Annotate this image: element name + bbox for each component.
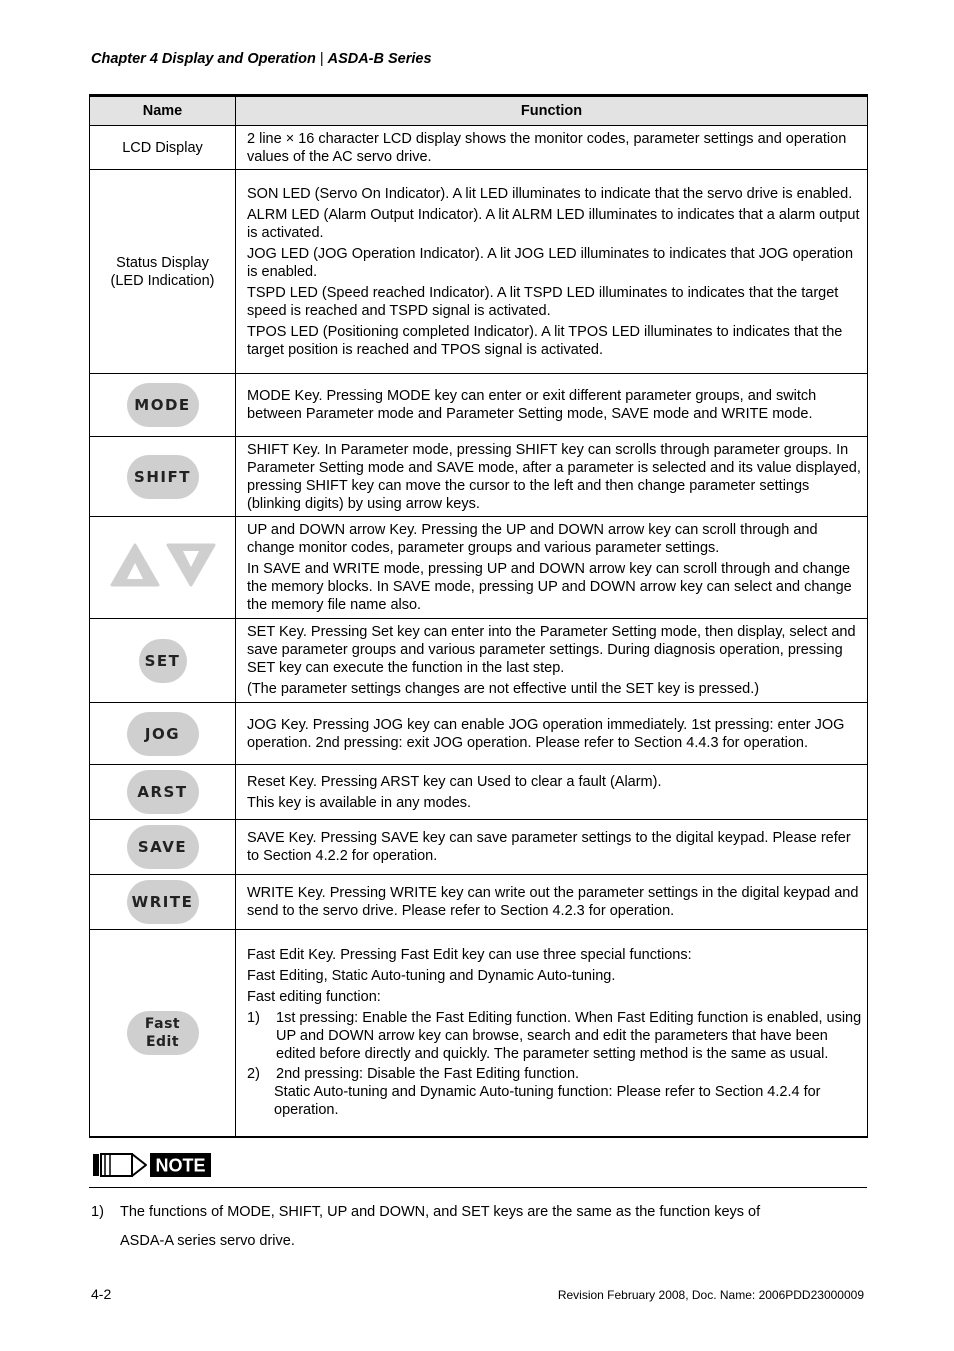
son-led-description: SON LED (Servo On Indicator). A lit LED illuminates to indicate that the servo drive is enabled. [247,185,853,202]
page-header [91,51,432,67]
fastedit-list [247,1009,864,1083]
row-func-mode [236,374,868,437]
table-row [90,517,868,619]
write-key-icon: WRITE [127,880,199,924]
table-row [90,126,868,170]
row-name-arst [90,765,236,820]
note-divider [89,1187,867,1188]
table-row [90,374,868,437]
name-column-header: Name [90,96,236,126]
tspd-led-description: TSPD LED (Speed reached Indicator). A lit TSPD LED illuminates to indicates that the target speed is reached and TSPD signal is activated. [247,284,839,319]
arst-description-1: Reset Key. Pressing ARST key can Used to clear a fault (Alarm). [247,773,662,790]
table-row [90,930,868,1137]
list-item [247,1009,864,1063]
row-func-status [236,170,868,374]
status-name-line1: Status Display [116,254,209,271]
table-header-row [90,96,868,126]
set-description-2: (The parameter settings changes are not effective until the SET key is pressed.) [247,681,760,697]
fastedit-description-1: Fast Edit Key. Pressing Fast Edit key can use three special functions: [247,947,692,964]
mode-description: MODE Key. Pressing MODE key can enter or exit different parameter groups, and switch between Parameter mode and Parameter Setting mode, SAVE mode and WRITE mode. [247,388,817,422]
row-name-updown [90,517,236,619]
lcd-description: 2 line × 16 character LCD display shows the monitor codes, parameter settings and operation values of the AC servo drive. [247,130,847,165]
shift-description: SHIFT Key. In Parameter mode, pressing SHIFT key can scrolls through parameter groups. In Parameter Setting mode and SAVE mode, after a parameter is selected and its value displayed, pressing SHIFT key can move the cursor to the left and then change parameter settings (blinking digits) by using arrow keys. [247,441,861,512]
table-row [90,619,868,703]
row-name-save [90,820,236,875]
fastedit-description-4: Static Auto-tuning and Dynamic Auto-tuning function: Please refer to Section 4.2.4 for operation. [274,1084,821,1119]
note-item [91,1198,861,1227]
key-function-table [89,94,868,1138]
set-description-1: SET Key. Pressing Set key can enter into the Parameter Setting mode, then display, select and save parameter groups and various parameter settings. During diagnosis operation, pressing SET key can execute the function in the last step. [247,624,856,676]
row-name-fastedit [90,930,236,1137]
note-label: NOTE [155,1155,206,1176]
write-description: WRITE Key. Pressing WRITE key can write out the parameter settings in the digital keypad and send to the servo drive. Please refer to Section 4.2.3 for operation. [247,885,859,919]
fastedit-description-3: Fast editing function: [247,989,381,1006]
updown-description-2: In SAVE and WRITE mode, pressing UP and DOWN arrow key can scroll through and change the memory blocks. In SAVE mode, pressing UP and DOWN arrow key can select and change the memory file name also. [247,561,852,613]
list-item-number: 2) [247,1066,260,1083]
row-func-fastedit [236,930,868,1137]
jog-key-description: JOG Key. Pressing JOG key can enable JOG operation immediately. 1st pressing: enter JOG operation. 2nd pressing: exit JOG operation. Please refer to Section 4.4.3 for operation. [247,716,845,751]
note-item-line1: The functions of MODE, SHIFT, UP and DOWN, and SET keys are the same as the function keys of [120,1204,761,1220]
up-down-arrow-keys [110,543,216,587]
note-item-number: 1) [91,1204,104,1220]
alrm-led-description: ALRM LED (Alarm Output Indicator). A lit ALRM LED illuminates to indicates that a alarm output is activated. [247,206,860,241]
row-func-set [236,619,868,703]
row-name-jog [90,703,236,765]
status-name-line2: (LED Indication) [110,272,215,289]
down-arrow-icon [166,543,216,587]
list-item-text: 2nd pressing: Disable the Fast Editing function. [276,1066,580,1083]
note-pencil-icon [92,1151,212,1179]
up-arrow-icon [110,543,160,587]
table-row [90,820,868,875]
row-func-arst [236,765,868,820]
row-func-save [236,820,868,875]
mode-key-icon: MODE [127,383,199,427]
fast-edit-key-icon: Fast Edit [127,1011,199,1055]
row-func-updown [236,517,868,619]
save-key-icon: SAVE [127,825,199,869]
row-name-mode [90,374,236,437]
set-key-icon: SET [139,639,187,683]
jog-key-icon: JOG [127,712,199,756]
table-row [90,170,868,374]
revision-info: Revision February 2008, Doc. Name: 2006PDD23000009 [557,1288,864,1302]
table-row [90,765,868,820]
list-item-text: 1st pressing: Enable the Fast Editing function. When Fast Editing function is enabled, using UP and DOWN arrow key can browse, search and edit the parameters that have been edited before directly and quickly. The parameter setting method is the same as usual. [276,1010,862,1063]
shift-key-icon: SHIFT [127,455,199,499]
chapter-title: Chapter 4 Display and Operation [91,51,316,67]
series-name: ASDA-B Series [327,51,432,67]
row-name-lcd: LCD Display [90,126,236,170]
save-description: SAVE Key. Pressing SAVE key can save parameter settings to the digital keypad. Please refer to Section 4.2.2 for operation. [247,830,851,864]
row-name-set [90,619,236,703]
row-name-write [90,875,236,930]
list-item-number: 1) [247,1010,260,1027]
updown-description-1: UP and DOWN arrow Key. Pressing the UP and DOWN arrow key can scroll through and change monitor codes, parameter groups and various parameter settings. [247,522,818,556]
table-row [90,703,868,765]
list-item [247,1065,864,1083]
fastedit-description-2: Fast Editing, Static Auto-tuning and Dynamic Auto-tuning. [247,968,616,985]
page-number: 4-2 [91,1286,112,1302]
table-row [90,875,868,930]
row-func-lcd [236,126,868,170]
function-column-header: Function [236,96,868,126]
header-separator: | [319,51,324,67]
row-name-shift [90,437,236,517]
arst-key-icon: ARST [127,770,199,814]
arst-description-2: This key is available in any modes. [247,794,472,811]
row-func-jog [236,703,868,765]
tpos-led-description: TPOS LED (Positioning completed Indicator). A lit TPOS LED illuminates to indicates that the target position is reached and TPOS signal is activated. [247,323,843,358]
table-row [90,437,868,517]
row-func-write [236,875,868,930]
jog-led-description: JOG LED (JOG Operation Indicator). A lit JOG LED illuminates to indicates that JOG operation is enabled. [247,245,854,280]
note-badge [92,1151,212,1184]
row-func-shift [236,437,868,517]
note-list [91,1198,861,1256]
row-name-status [90,170,236,374]
note-item-line2: ASDA-A series servo drive. [120,1233,295,1249]
